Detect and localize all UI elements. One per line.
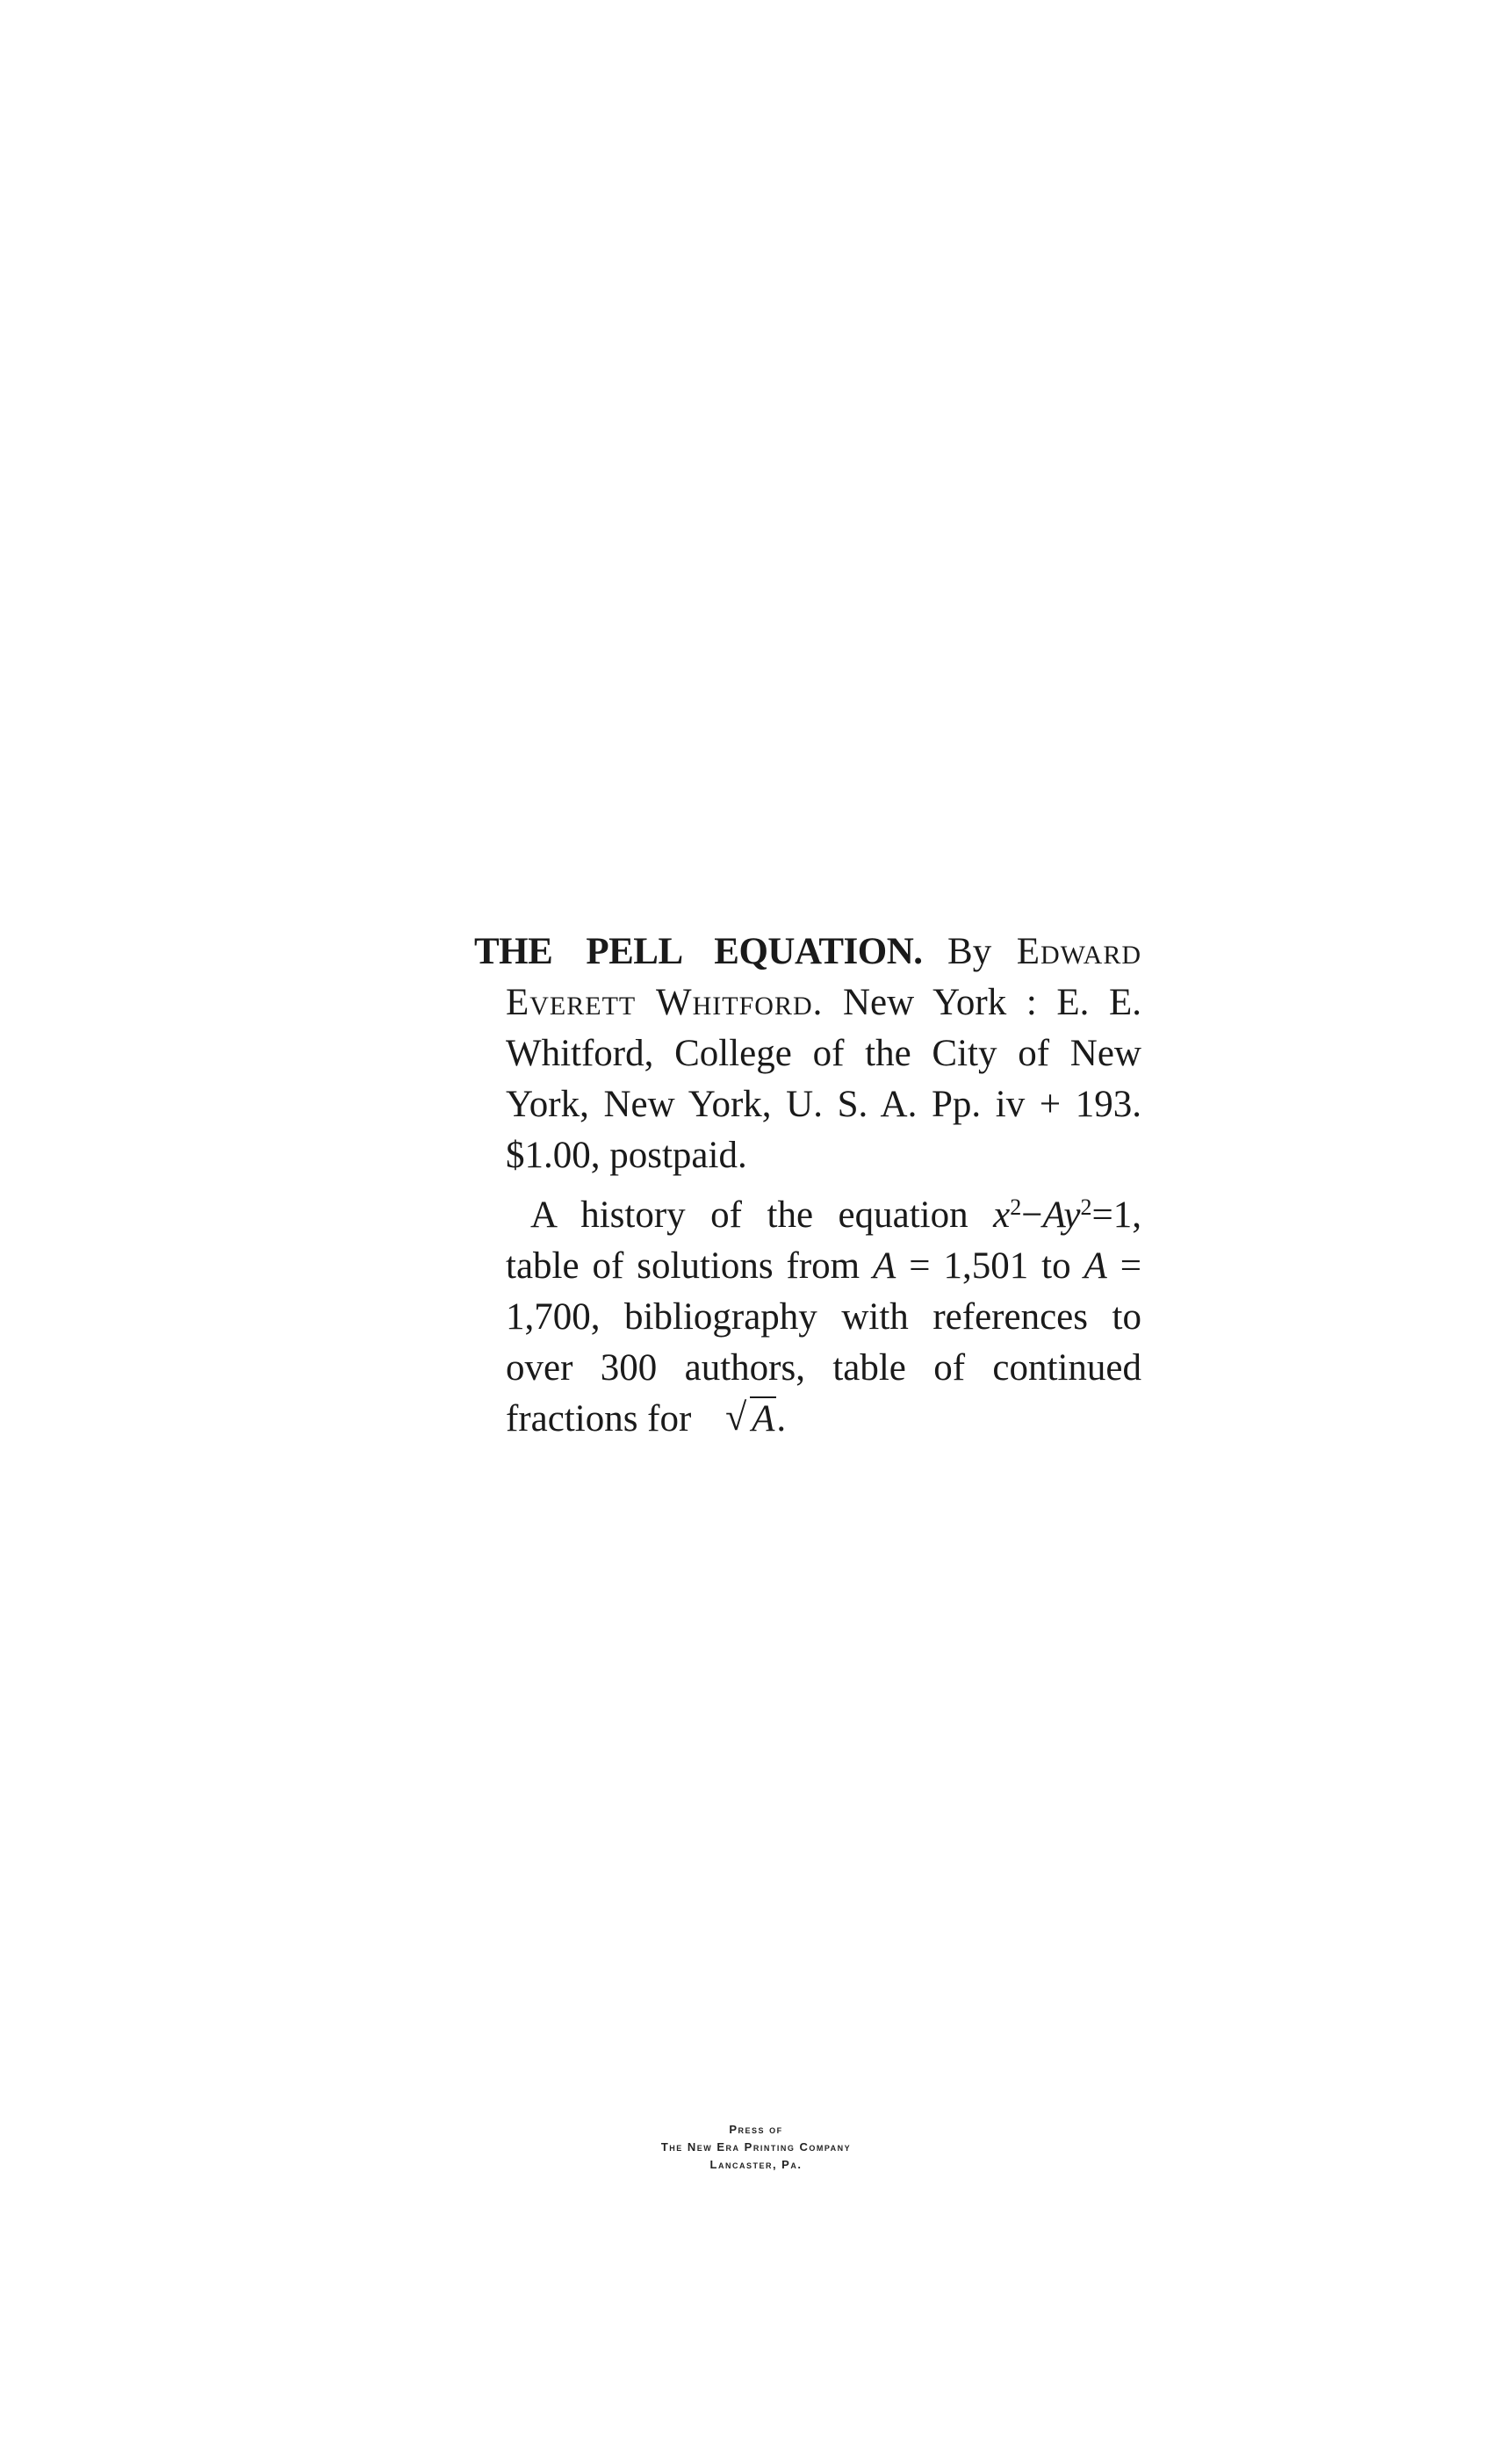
imprint-line-3: Lancaster, Pa.: [709, 2158, 803, 2171]
book-title: THE PELL EQUATION.: [474, 931, 923, 972]
equation-minus: −: [1021, 1194, 1043, 1236]
by-word: By: [947, 931, 992, 972]
equation-y: y: [1063, 1194, 1081, 1236]
printer-imprint: [580, 2121, 932, 2174]
equation-equals-one: =1,: [1091, 1194, 1141, 1236]
range-end-value: = 1,700, bibliography with references to over 300 authors, table of continued fractions for: [506, 1245, 1141, 1439]
radicand: A: [752, 1398, 775, 1439]
description-middle: table of solutions from: [506, 1245, 874, 1287]
book-notice: [474, 927, 1141, 1445]
range-start-var: A: [873, 1245, 896, 1287]
range-end-var: A: [1084, 1245, 1107, 1287]
equation-x: x: [993, 1194, 1011, 1236]
imprint-line-2: The New Era Printing Company: [660, 2140, 852, 2154]
publisher-info: New York : E. E. Whitford, College of the City of New York, New York, U. S. A. Pp. iv + 193. $1.00, postpaid.: [506, 982, 1141, 1176]
imprint-line-1: Press of: [729, 2123, 783, 2136]
radical-sign: √: [725, 1396, 747, 1439]
equation-exp-2: 2: [1080, 1194, 1092, 1220]
notice-heading-paragraph: [474, 927, 1141, 1181]
notice-description: [474, 1190, 1141, 1445]
description-end: .: [776, 1398, 787, 1439]
equation-a: A: [1042, 1194, 1064, 1236]
description-intro: A history of the equation: [530, 1194, 994, 1236]
author-name: Edward Everett Whitford.: [506, 931, 1142, 1023]
equation: [993, 1194, 1141, 1236]
square-root-a: [701, 1394, 776, 1445]
range-start-value: = 1,501 to: [896, 1245, 1084, 1287]
equation-exp-1: 2: [1010, 1194, 1022, 1220]
